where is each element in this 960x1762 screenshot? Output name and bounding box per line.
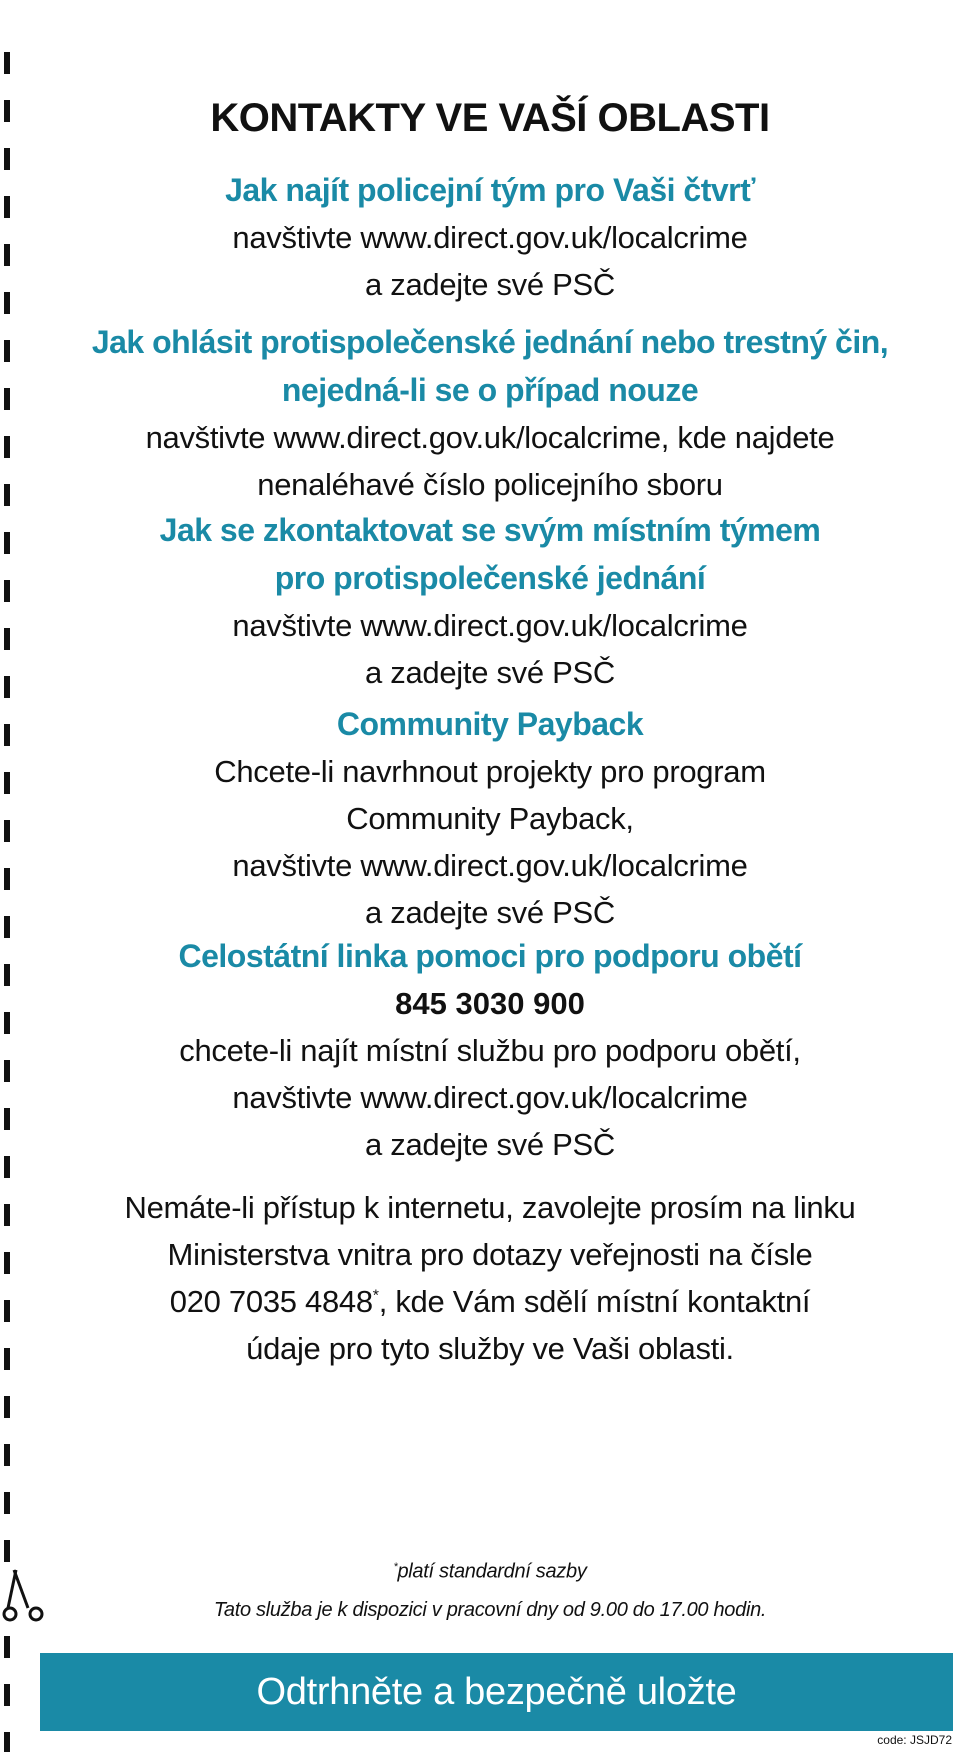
asterisk-marker: *	[372, 1287, 379, 1305]
offline-text-rest: , kde Vám sdělí místní kontaktní	[378, 1284, 811, 1319]
section-report-crime	[60, 318, 920, 508]
scissors-icon	[2, 1568, 52, 1626]
footnote-hours: Tato služba je k dispozici v pracovní dny od 9.00 do 17.00 hodin.	[213, 1598, 767, 1621]
banner-text: Odtrhněte a bezpečně uložte	[256, 1670, 737, 1713]
section-heading: nejedná-li se o případ nouze	[281, 372, 699, 408]
section-text: Community Payback,	[346, 801, 634, 836]
home-office-number: 020 7035 4848	[169, 1284, 373, 1319]
offline-text: údaje pro tyto služby ve Vaši oblasti.	[246, 1331, 734, 1366]
footnotes	[60, 1548, 920, 1629]
asterisk-marker: *	[393, 1561, 398, 1573]
page-title: KONTAKTY VE VAŠÍ OBLASTI	[210, 96, 770, 140]
section-victim-support	[60, 932, 920, 1168]
section-text: nenaléhavé číslo policejního sboru	[257, 467, 723, 502]
footnote-rates: *platí standardní sazby	[393, 1560, 587, 1583]
helpline-number: 845 3030 900	[395, 986, 585, 1021]
section-text: navštivte www.direct.gov.uk/localcrime, kde najdete	[145, 420, 835, 455]
section-text: a zadejte své PSČ	[365, 267, 615, 302]
dashed-cut-line	[4, 52, 10, 1752]
offline-text: Ministerstva vnitra pro dotazy veřejnosti na čísle	[167, 1237, 813, 1272]
section-text: navštivte www.direct.gov.uk/localcrime	[232, 220, 748, 255]
section-heading: Jak najít policejní tým pro Vaši čtvrť	[225, 172, 755, 208]
section-text: navštivte www.direct.gov.uk/localcrime	[232, 848, 748, 883]
section-text: chcete-li najít místní službu pro podporu obětí,	[179, 1033, 801, 1068]
section-local-police	[60, 166, 920, 308]
section-heading: Community Payback	[336, 706, 644, 742]
section-text: navštivte www.direct.gov.uk/localcrime	[232, 1080, 748, 1115]
section-community-payback	[60, 700, 920, 936]
section-text: a zadejte své PSČ	[365, 655, 615, 690]
offline-text	[60, 1278, 920, 1325]
document-code: code: JSJD72	[877, 1733, 952, 1747]
section-heading: Celostátní linka pomoci pro podporu obětí	[178, 938, 802, 974]
section-text: navštivte www.direct.gov.uk/localcrime	[232, 608, 748, 643]
offline-text: Nemáte-li přístup k internetu, zavolejte prosím na linku	[124, 1190, 856, 1225]
section-offline-contact	[60, 1184, 920, 1372]
section-text: Chcete-li navrhnout projekty pro program	[214, 754, 766, 789]
section-heading: Jak se zkontaktovat se svým místním týmem	[159, 512, 821, 548]
section-text: a zadejte své PSČ	[365, 895, 615, 930]
section-text: a zadejte své PSČ	[365, 1127, 615, 1162]
section-heading: pro protispolečenské jednání	[274, 560, 706, 596]
section-heading: Jak ohlásit protispolečenské jednání nebo trestný čin,	[91, 324, 889, 360]
section-antisocial-team	[60, 506, 920, 696]
tear-off-banner	[40, 1653, 953, 1731]
